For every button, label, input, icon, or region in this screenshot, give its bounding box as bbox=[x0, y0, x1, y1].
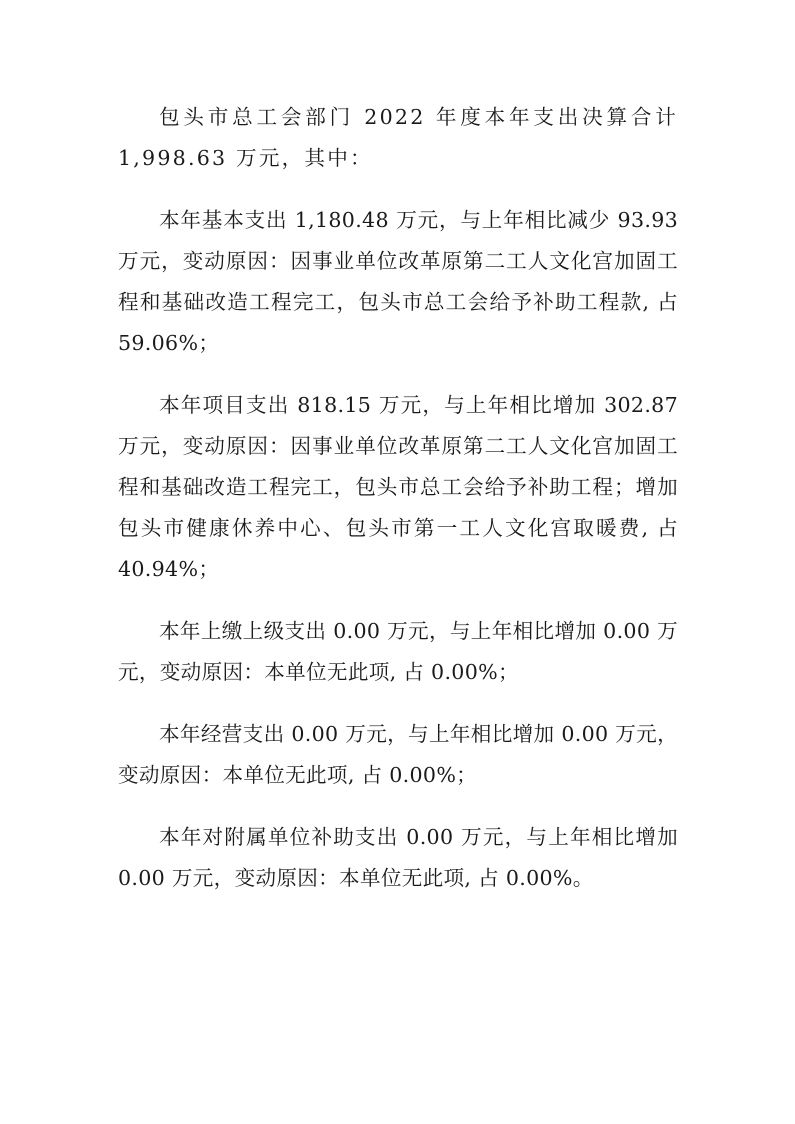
document-body bbox=[118, 97, 678, 920]
operating-expenditure-paragraph: 本年经营支出 0.00 万元，与上年相比增加 0.00 万元，变动原因：本单位无此项, 占 0.00%； bbox=[118, 722, 678, 787]
subsidiary-subsidy-paragraph: 本年对附属单位补助支出 0.00 万元，与上年相比增加 0.00 万元，变动原因：本单位无此项, 占 0.00%。 bbox=[118, 825, 678, 890]
basic-expenditure-paragraph: 本年基本支出 1,180.48 万元，与上年相比减少 93.93 万元，变动原因：因事业单位改革原第二工人文化宫加固工程和基础改造工程完工，包头市总工会给予补助工程款, 占 59.06%； bbox=[118, 208, 678, 355]
project-expenditure-paragraph: 本年项目支出 818.15 万元，与上年相比增加 302.87 万元，变动原因：因事业单位改革原第二工人文化宫加固工程和基础改造工程完工，包头市总工会给予补助工程；增加包头市健康休养中心、包头市第一工人文化宫取暖费, 占 40.94%； bbox=[118, 393, 678, 581]
summary-paragraph: 包头市总工会部门 2022 年度本年支出决算合计1,998.63 万元，其中： bbox=[118, 105, 678, 170]
superior-payment-paragraph: 本年上缴上级支出 0.00 万元，与上年相比增加 0.00 万元，变动原因：本单位无此项, 占 0.00%； bbox=[118, 619, 678, 684]
